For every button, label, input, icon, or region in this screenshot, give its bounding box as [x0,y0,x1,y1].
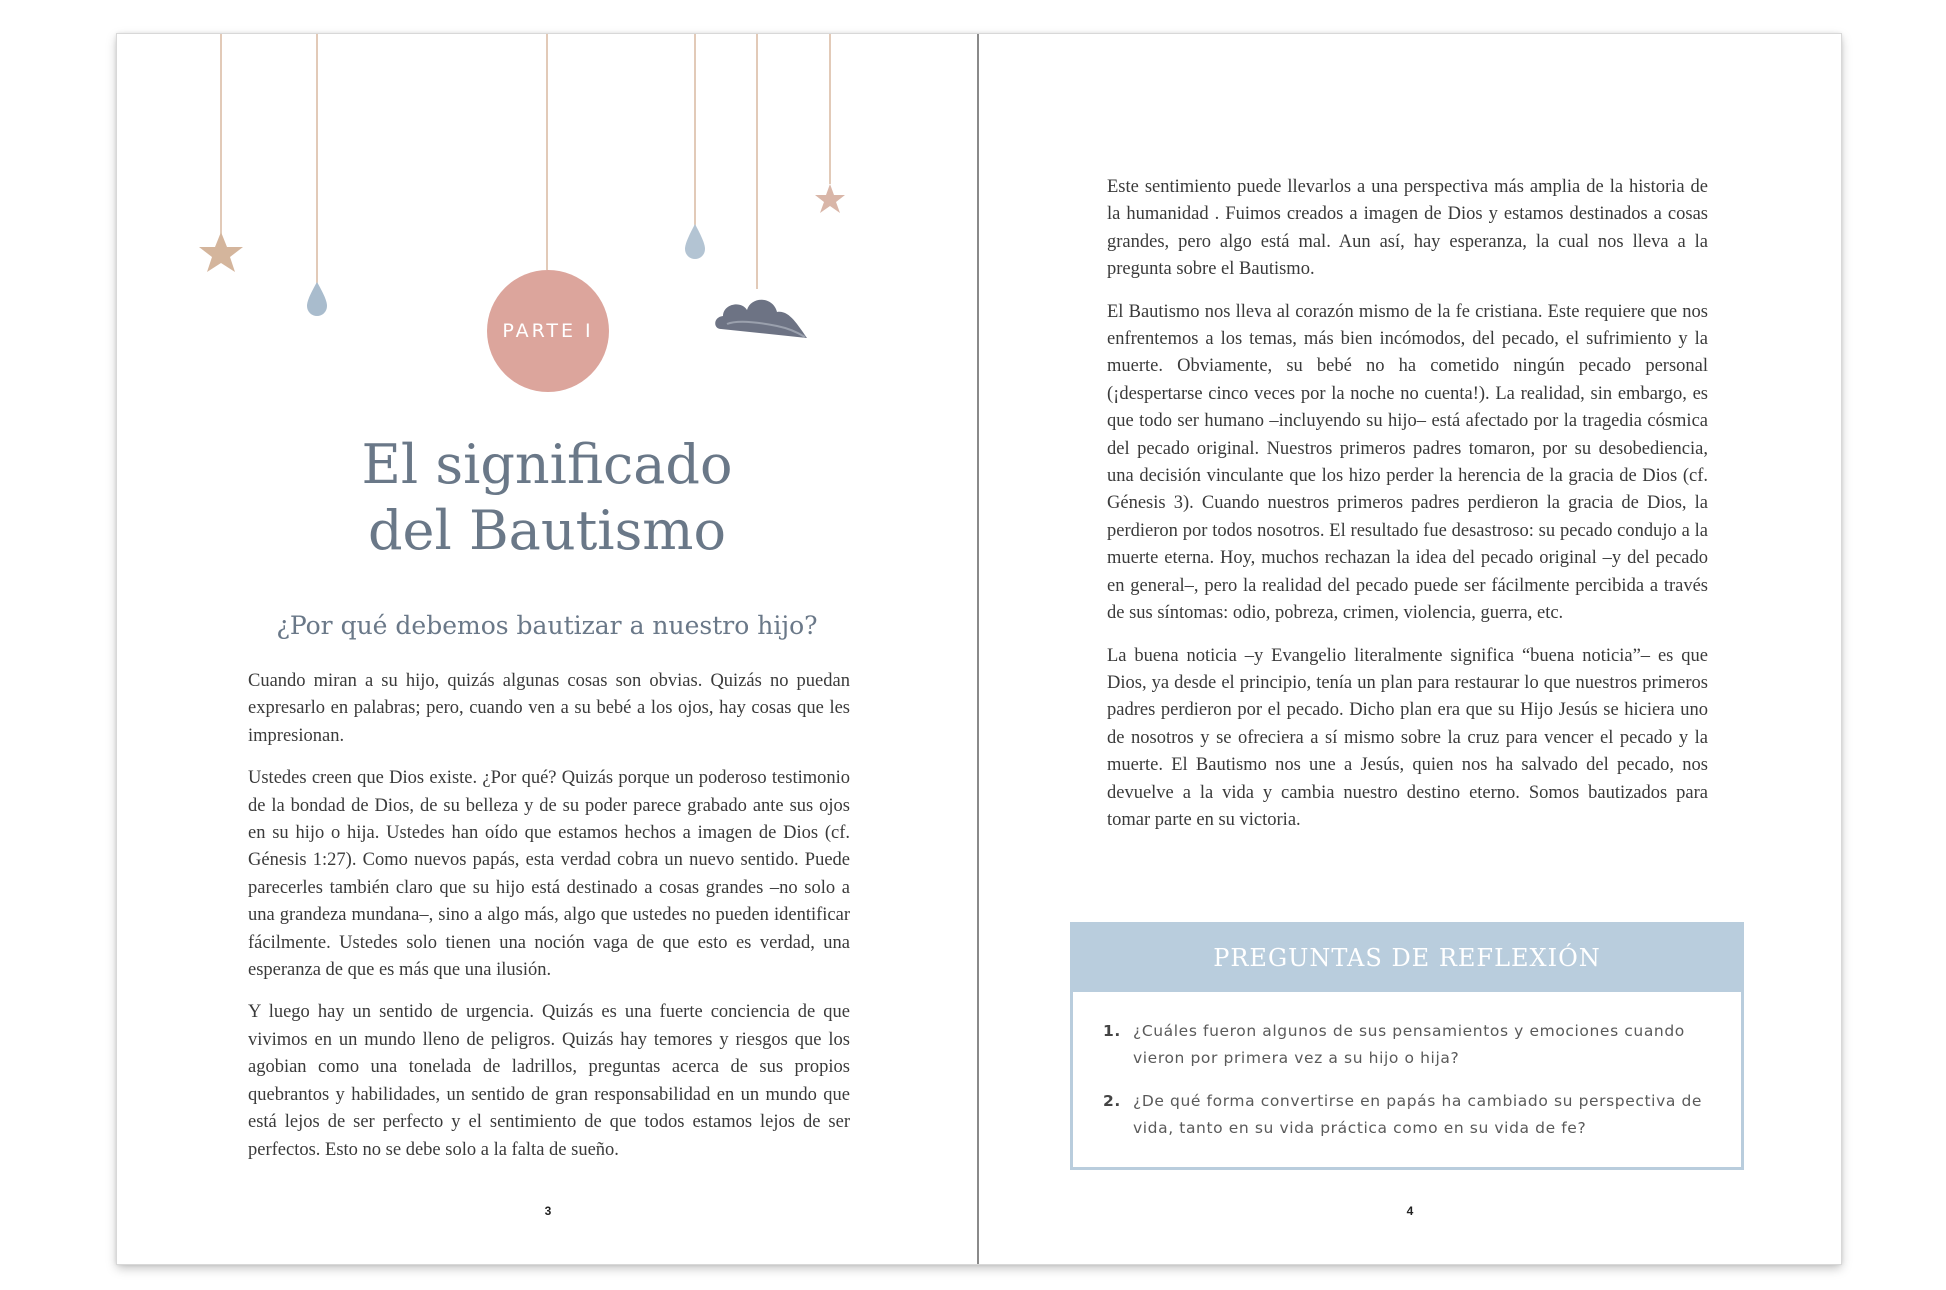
star-icon [815,184,845,213]
paragraph: Y luego hay un sentido de urgencia. Quizás es una fuerte conciencia de que vivimos en un mundo lleno de peligros. Quizás hay temores y riesgos que los agobian como una tonelada de ladrillos, preguntas acerca de sus propios quebrantos y habilidades, un sentido de gran responsabilidad en un mundo que está lejos de ser perfecto y el sentimiento de que todos estamos lejos de ser perfectos. Esto no se debe solo a la falta de sueño. [248,1002,850,1160]
paragraph: Cuando miran a su hijo, quizás algunas cosas son obvias. Quizás no puedan expresarlo en palabras; pero, cuando ven a su bebé a los ojos, hay cosas que les impresionan. [248,671,850,746]
chapter-title [117,432,977,564]
reflection-questions [1073,992,1741,1142]
reflection-box [1070,922,1744,1170]
part-badge: PARTE I [487,270,609,392]
raindrop-icon [307,282,327,316]
question-number: 1. [1103,1022,1121,1040]
raindrop-icon [685,224,705,259]
page-number-right: 4 [1406,1204,1414,1218]
chapter-title-line1: El significado [361,433,733,496]
paragraph: Este sentimiento puede llevarlos a una perspectiva más amplia de la historia de la humanidad . Fuimos creados a imagen de Dios y estamos destinados a cosas grandes, pero algo está mal. Aun así, hay esperanza, la cual nos lleva a la pregunta sobre el Bautismo. [1107,177,1708,280]
paragraph: El Bautismo nos lleva al corazón mismo de la fe cristiana. Este requiere que nos enfrentemos a los temas, más bien incómodos, del pecado, el sufrimiento y la muerte. Obviamente, su bebé no ha cometido ningún pecado personal (¡despertarse cinco veces por la noche no cuenta!). La realidad, sin embargo, es que todo ser humano –incluyendo su hijo– está afectado por la tragedia cósmica del pecado original. Nuestros primeros padres tomaron, por su desobediencia, una decisión vinculante que los hizo perder la herencia de la gracia de Dios (cf. Génesis 3). Cuando nuestros primeros padres perdieron la gracia de Dios, la perdieron por todos nosotros. El resultado fue desastroso: su pecado condujo a la muerte eterna. Hoy, muchos rechazan la idea del pecado original –y del pecado en general–, pero la realidad del pecado puede ser fácilmente percibida a través de sus síntomas: odio, pobreza, crimen, violencia, guerra, etc. [1107,301,1708,624]
question-text: ¿Cuáles fueron algunos de sus pensamientos y emociones cuando vieron por primera vez a su hijo o hija? [1133,1022,1685,1067]
right-body-text [1107,174,1708,849]
question-number: 2. [1103,1092,1121,1110]
section-subtitle: ¿Por qué debemos bautizar a nuestro hijo? [276,611,818,640]
list-item [1103,1088,1711,1142]
question-text: ¿De qué forma convertirse en papás ha cambiado su perspectiva de vida, tanto en su vida práctica como en su vida de fe? [1133,1092,1703,1137]
reflection-heading: PREGUNTAS DE REFLEXIÓN [1073,925,1741,992]
list-item [1103,1018,1711,1072]
left-body-text [248,668,850,1179]
book-spine [977,34,979,1264]
paragraph: La buena noticia –y Evangelio literalmente significa “buena noticia”– es que Dios, ya desde el principio, tenía un plan para restaurar lo que nuestros primeros padres perdieron por el pecado. Dicho plan era que su Hijo Jesús se hiciera uno de nosotros y se ofreciera a sí mismo sobre la cruz para vencer el pecado y la muerte. El Bautismo nos une a Jesús, quien nos ha salvado del pecado, nos devuelve a la vida y cambia nuestro destino eterno. Somos bautizados para tomar parte en su victoria. [1107,645,1708,830]
paragraph: Ustedes creen que Dios existe. ¿Por qué? Quizás porque un poderoso testimonio de la bondad de Dios, de su belleza y de su poder parece grabado ante sus ojos en su hijo o hija. Ustedes han oído que estamos hechos a imagen de Dios (cf. Génesis 1:27). Como nuevos papás, esta verdad cobra un nuevo sentido. Puede parecerles también claro que su hijo está destinado a cosas grandes –no solo a una grandeza mundana–, sino a algo más, algo que ustedes no pueden identificar fácilmente. Ustedes solo tienen una noción vaga de que esto es verdad, una esperanza de que es más que una ilusión. [248,768,850,981]
chapter-title-line2: del Bautismo [367,499,726,562]
star-icon [199,232,243,272]
page-number-left: 3 [544,1204,552,1218]
cloud-icon [715,300,807,338]
book-spread [117,34,1841,1264]
